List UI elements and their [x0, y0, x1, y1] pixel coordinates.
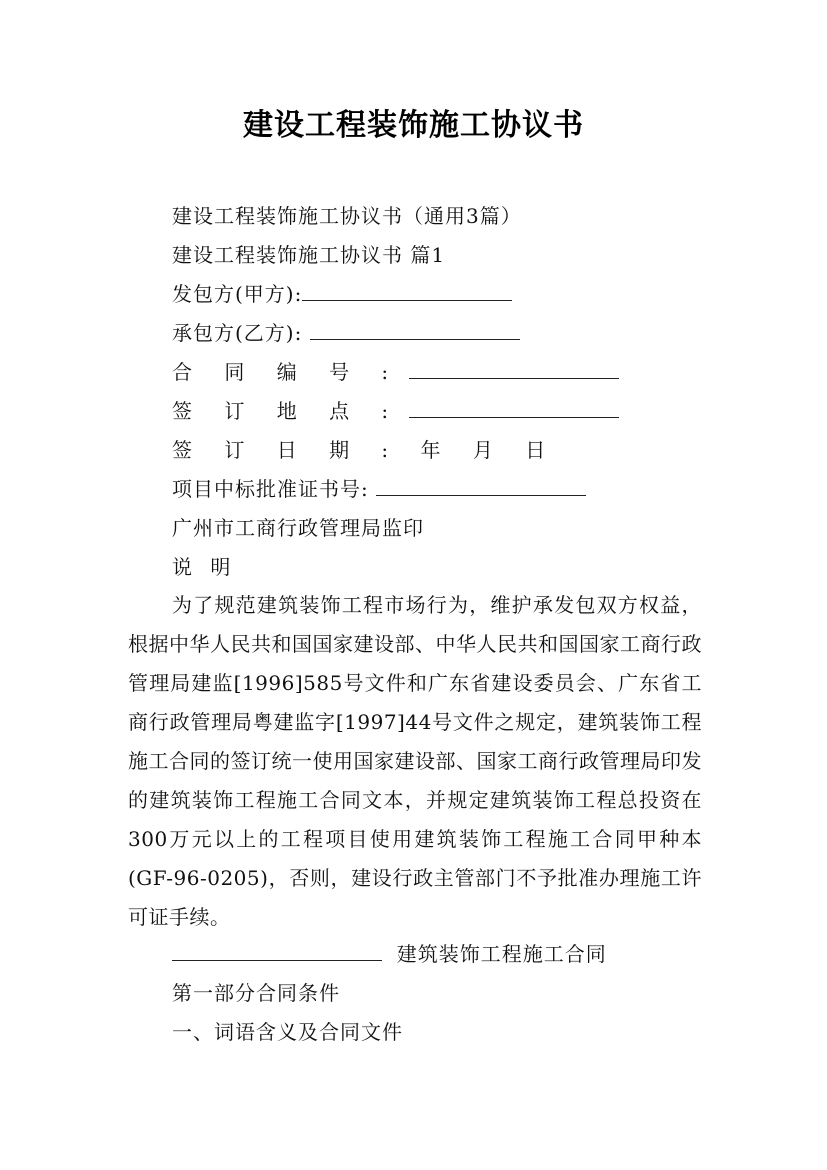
section-one-heading: 一、词语含义及合同文件: [172, 1020, 403, 1044]
employer-blank: [302, 280, 512, 301]
contractor-label: 承包方(乙方):: [172, 321, 303, 345]
sign-place-blank: [409, 397, 619, 418]
contractor-field: [172, 317, 520, 346]
sign-date-field: 签 订 日 期 : 年 月 日: [172, 438, 559, 462]
employer-label: 发包方(甲方):: [172, 282, 303, 306]
part-one-heading: 第一部分合同条件: [172, 981, 340, 1005]
document-subtitle: 建设工程装饰施工协议书（通用3篇）: [172, 204, 522, 228]
contract-no-blank: [409, 358, 619, 379]
contract-no-label: 合 同 编 号 :: [172, 360, 402, 384]
contract-title-blank: [172, 940, 382, 961]
section-heading: 建设工程装饰施工协议书 篇1: [172, 243, 446, 267]
contract-title-line: [172, 938, 607, 967]
document-title: 建设工程装饰施工协议书: [243, 108, 584, 143]
sign-place-field: [172, 395, 619, 424]
sign-place-label: 签 订 地 点 :: [172, 399, 402, 423]
supervisor-line: 广州市工商行政管理局监印: [172, 516, 424, 540]
notes-heading: 说 明: [172, 555, 237, 579]
contract-no-field: [172, 356, 619, 385]
contractor-blank: [310, 319, 520, 340]
contract-title-suffix: 建筑装饰工程施工合同: [396, 942, 607, 966]
bid-cert-label: 项目中标批准证书号:: [172, 477, 369, 501]
bid-cert-blank: [376, 475, 586, 496]
employer-field: [172, 278, 512, 307]
bid-cert-field: [172, 473, 586, 502]
notes-body: 为了规范建筑装饰工程市场行为，维护承发包双方权益，根据中华人民共和国国家建设部、中华人民共和国国家工商行政管理局建监[1996]585号文件和广东省建设委员会、广东省工商行政管理局粤建监字[1997]44号文件之规定，建筑装饰工程施工合同的签订统一使用国家建设部、国家工商行政管理局印发的建筑装饰工程施工合同文本，并规定建筑装饰工程总投资在300万元以上的工程项目使用建筑装饰工程施工合同甲种本(GF-96-0205)，否则，建设行政主管部门不予批准办理施工许可证手续。: [128, 593, 702, 929]
